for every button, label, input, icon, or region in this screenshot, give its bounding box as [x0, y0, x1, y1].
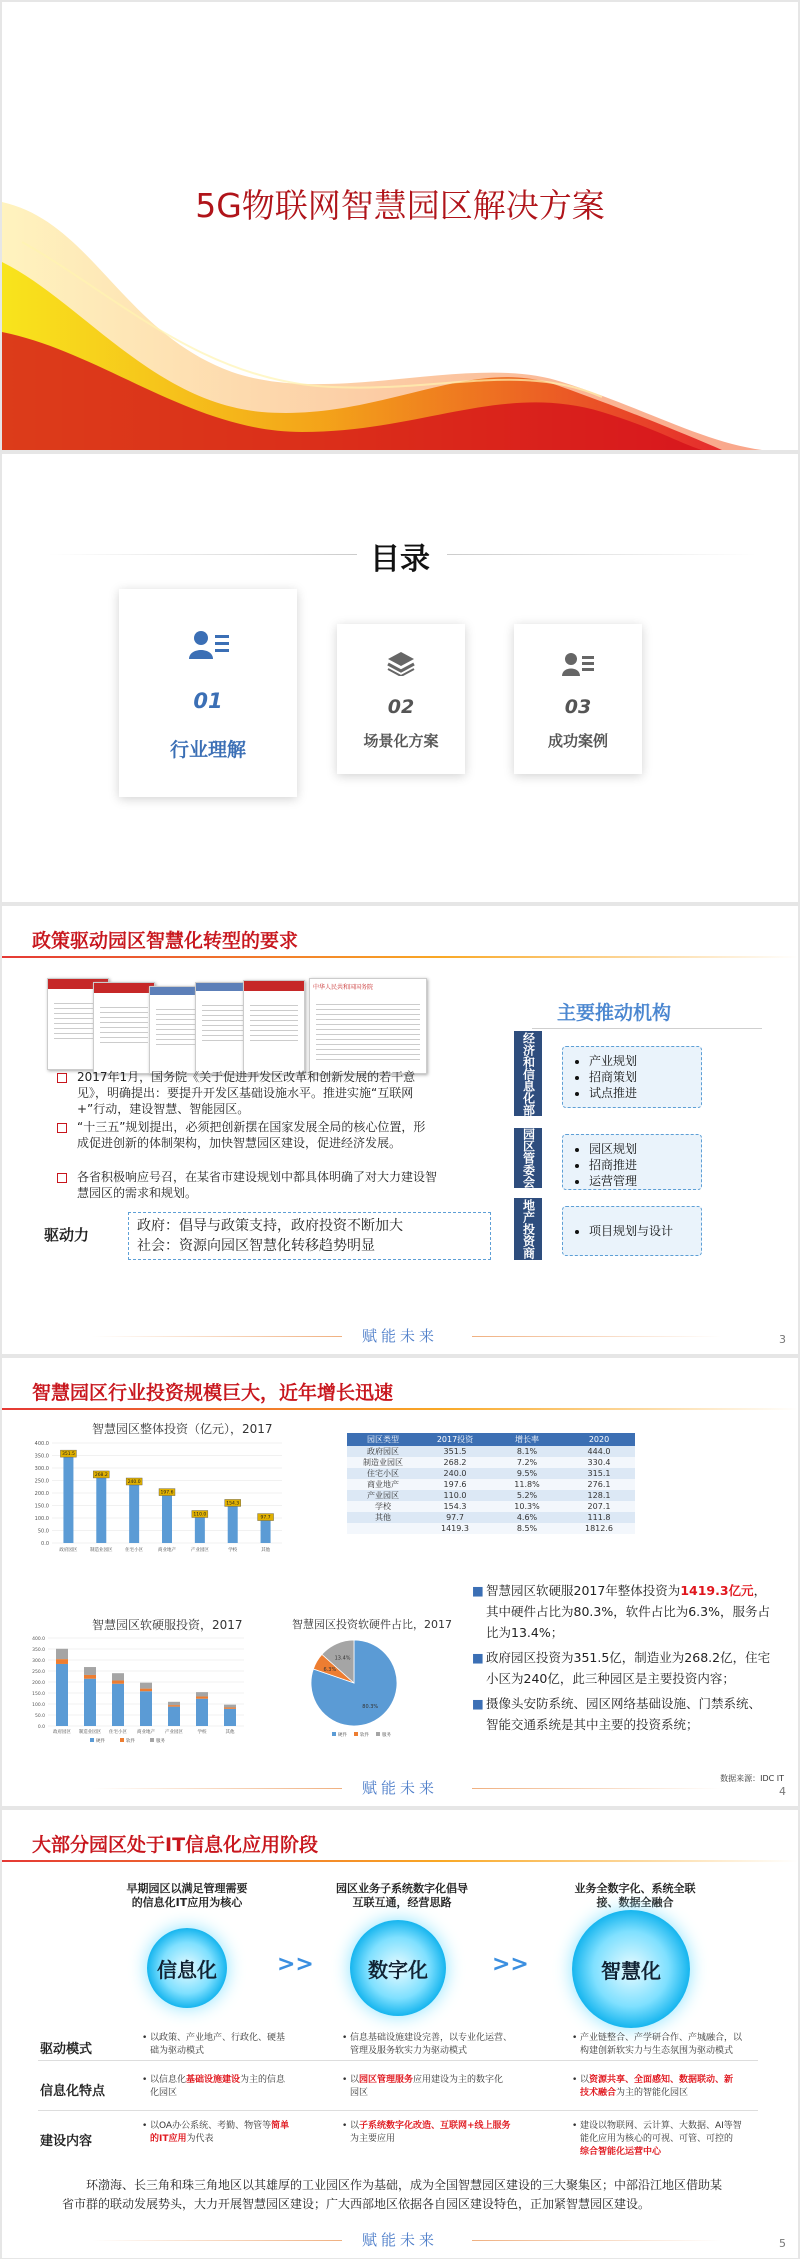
table-cell: 11.8%	[491, 1479, 563, 1490]
x-tick-label: 商业地产	[158, 1548, 176, 1553]
cell-highlight: 基础设施建设	[186, 2075, 241, 2085]
cell-text: 为主的信息化园区	[150, 2075, 286, 2098]
y-tick-label: 0.0	[41, 1541, 49, 1547]
y-tick-label: 100.0	[34, 1516, 49, 1522]
row-content-cell-3	[572, 2120, 742, 2159]
mech-2-item: • 园区规划	[589, 1141, 701, 1157]
bullet-marker: ■	[472, 1696, 484, 1711]
bullet-marker: ■	[472, 1583, 484, 1598]
table-row	[347, 1457, 635, 1468]
table-row	[347, 1501, 635, 1512]
bar-segment	[140, 1683, 152, 1689]
mech-2-item: • 招商推进	[589, 1157, 701, 1173]
data-label: 97.7	[260, 1515, 271, 1521]
bar-segment	[56, 1664, 68, 1726]
document-thumbnail	[243, 980, 305, 1074]
table-cell: 110.0	[419, 1490, 491, 1501]
mech-1-item: • 产业规划	[589, 1053, 701, 1069]
investment-bullet-2	[472, 1647, 772, 1689]
legend-label: 服务	[382, 1733, 391, 1738]
policy-bullet-3: 各省积极响应号召，在某省市建设规划中都具体明确了对大力建设智慧园区的需求和规划。	[77, 1170, 438, 1200]
user-list-icon	[189, 629, 229, 661]
layers-icon	[387, 650, 415, 676]
toc-num-3: 03	[564, 696, 592, 718]
chart3-svg	[302, 1628, 432, 1758]
table-cell: 制造业园区	[347, 1457, 419, 1468]
bar	[162, 1494, 172, 1543]
table-cell: 207.1	[563, 1501, 635, 1512]
toc-num-2: 02	[387, 696, 415, 718]
chart1-svg	[20, 1438, 290, 1563]
driver-line-2: 社会：资源向园区智慧化转移趋势明显	[137, 1238, 375, 1254]
mech-3-box	[562, 1206, 702, 1256]
bar-segment	[168, 1707, 180, 1726]
legend-swatch	[90, 1738, 94, 1742]
bar	[195, 1516, 205, 1544]
stage-1-head: 早期园区以满足管理需要的信息化IT应用为核心	[126, 1882, 248, 1909]
bullet-marker: ■	[472, 1650, 484, 1665]
slide-stages	[2, 1810, 798, 2258]
row-feature-cell-1	[142, 2074, 292, 2100]
pie-data-label: 6.3%	[323, 1666, 337, 1673]
driver-box	[128, 1212, 491, 1260]
bar-segment	[56, 1649, 68, 1659]
cell-text: 建设以物联网、云计算、大数据、AI等智能化应用为核心的可视、可管、可控的	[580, 2121, 742, 2144]
bullet-text: 政府园区投资为351.5亿，制造业为268.2亿，住宅小区为240亿，此三种园区是主要投资内容；	[486, 1650, 771, 1686]
bar	[228, 1504, 238, 1543]
doc-header-text: 中华人民共和国国务院	[313, 984, 374, 991]
table-cell: 97.7	[419, 1512, 491, 1523]
table-cell: 330.4	[563, 1457, 635, 1468]
bar-segment	[112, 1673, 124, 1680]
table-header-row	[347, 1433, 635, 1446]
table-cell: 1419.3	[419, 1523, 491, 1534]
title-underline	[2, 956, 798, 958]
bar-segment	[84, 1667, 96, 1675]
x-tick-label: 产业园区	[165, 1730, 183, 1735]
x-tick-label: 商业地产	[137, 1730, 155, 1735]
toc-heading: 目录	[370, 542, 430, 577]
table-row	[347, 1446, 635, 1457]
table-cell: 197.6	[419, 1479, 491, 1490]
x-tick-label: 学校	[228, 1548, 238, 1553]
bullet-text: 摄像头安防系统、园区网络基础设施、门禁系统、智能交通系统是其中主要的投资系统；	[486, 1696, 762, 1732]
bar-segment	[168, 1702, 180, 1705]
table-cell: 1812.6	[563, 1523, 635, 1534]
footer-slogan: 赋能未来	[361, 1779, 438, 1797]
slide-cover	[2, 2, 798, 450]
investment-bullet-3	[472, 1693, 772, 1735]
y-tick-label: 150.0	[34, 1503, 49, 1510]
footer-slogan: 赋能未来	[361, 2231, 438, 2249]
data-label: 268.2	[94, 1472, 108, 1478]
row-label-content: 建设内容	[40, 2134, 93, 2149]
table-header-cell: 园区类型	[347, 1433, 419, 1446]
legend-swatch	[332, 1732, 336, 1736]
slide-title: 大部分园区处于IT信息化应用阶段	[32, 1834, 319, 1856]
legend-swatch	[354, 1732, 358, 1736]
y-tick-label: 50.0	[37, 1528, 49, 1535]
cell-text: 以	[580, 2075, 590, 2085]
cell-text: 产业链整合、产学研合作、产城融合，以构建创新软实力与生态氛围为驱动模式	[580, 2033, 743, 2056]
bar-segment	[140, 1691, 152, 1726]
y-tick-label: 100.0	[32, 1703, 45, 1708]
table-cell: 学校	[347, 1501, 419, 1512]
stage-2-circle: 数字化	[350, 1920, 446, 2016]
row-feature-cell-3	[572, 2074, 742, 2100]
table-cell: 5.2%	[491, 1490, 563, 1501]
table-cell: 商业地产	[347, 1479, 419, 1490]
data-label: 154.3	[226, 1501, 240, 1507]
cell-text: 以OA办公系统、考勤、物管等	[150, 2121, 272, 2131]
mech-2-item: • 运营管理	[589, 1173, 701, 1189]
pie-data-label: 80.3%	[362, 1703, 379, 1710]
y-tick-label: 50.0	[34, 1714, 45, 1719]
y-tick-label: 350.0	[34, 1453, 49, 1460]
cell-text: 应用建设为主的数字化园区	[350, 2075, 504, 2098]
table-cell	[347, 1523, 419, 1534]
bar-segment	[112, 1680, 124, 1683]
mech-title: 主要推动机构	[557, 1002, 672, 1024]
table-cell: 4.6%	[491, 1512, 563, 1523]
table-cell: 产业园区	[347, 1490, 419, 1501]
row-label-feature: 信息化特点	[40, 2084, 106, 2099]
table-header-cell: 增长率	[491, 1433, 563, 1446]
legend-swatch	[120, 1738, 124, 1742]
pie-data-label: 13.4%	[334, 1655, 351, 1662]
bullet-text: ，其中硬件占比为80.3%，软件占比为6.3%，服务占比为13.4%；	[486, 1583, 770, 1640]
cell-highlight: 子系统数字化改造、互联网+线上服务	[359, 2121, 511, 2131]
row-drive-cell-3	[572, 2032, 742, 2058]
bar-segment	[224, 1705, 236, 1708]
slide-investment	[2, 1358, 798, 1806]
cell-highlight: 简单的IT应用	[150, 2121, 290, 2144]
row-feature-cell-2	[342, 2074, 512, 2100]
table-row	[347, 1479, 635, 1490]
table-cell: 7.2%	[491, 1457, 563, 1468]
toc-label-3: 成功案例	[547, 732, 608, 750]
toc-num-1: 01	[193, 689, 223, 713]
x-tick-label: 其他	[225, 1730, 235, 1735]
y-tick-label: 400.0	[32, 1637, 45, 1642]
bar-segment	[196, 1699, 208, 1726]
page-number: 5	[779, 2237, 786, 2250]
page-number: 3	[779, 1333, 786, 1346]
data-label: 110.0	[193, 1512, 207, 1518]
policy-bullet-1: 2017年1月，国务院《关于促进开发区改革和创新发展的若干意见》，明确提出：要提升开发区基础设施水平。推进实施“互联网+”行动，建设智慧、智能园区。	[77, 1069, 437, 1117]
mech-3-item: • 项目规划与设计	[589, 1223, 701, 1239]
bar	[129, 1483, 139, 1543]
bar-segment	[140, 1689, 152, 1692]
document-thumbnail	[93, 982, 155, 1074]
bar-segment	[168, 1705, 180, 1707]
toc-card-2[interactable]	[337, 624, 465, 774]
cell-text: 以	[350, 2075, 360, 2085]
bar-segment	[196, 1697, 208, 1699]
cell-text: 以信息化	[150, 2075, 187, 2085]
cell-highlight: 资源共享、全面感知、数据联动、新技术融合	[580, 2075, 734, 2098]
table-cell: 10.3%	[491, 1501, 563, 1512]
row-divider	[38, 2060, 758, 2061]
row-divider	[38, 2110, 758, 2111]
x-tick-label: 产业园区	[190, 1548, 209, 1553]
table-cell: 8.5%	[491, 1523, 563, 1534]
investment-bullet-1	[472, 1580, 772, 1643]
mech-rule	[532, 1028, 762, 1029]
x-tick-label: 政府园区	[53, 1730, 71, 1735]
user-list-icon	[562, 652, 594, 678]
bar	[96, 1476, 106, 1543]
y-tick-label: 200.0	[32, 1681, 45, 1686]
legend-swatch	[376, 1732, 380, 1736]
arrow-1: >>	[277, 1952, 314, 1977]
slide-policy	[2, 906, 798, 1354]
cell-highlight: 综合智能化运营中心	[580, 2147, 662, 2157]
slide-title: 智慧园区行业投资规模巨大，近年增长迅速	[32, 1382, 394, 1404]
policy-documents	[47, 978, 427, 1078]
investment-bullets	[472, 1580, 772, 1735]
stage-1-circle: 信息化	[147, 1928, 227, 2008]
page-number: 4	[779, 1785, 786, 1798]
table-cell: 351.5	[419, 1446, 491, 1457]
table-cell: 111.8	[563, 1512, 635, 1523]
toc-label-1: 行业理解	[169, 739, 246, 761]
legend-label: 软件	[126, 1739, 135, 1744]
bar-segment	[112, 1684, 124, 1726]
slide-toc	[2, 454, 798, 902]
table-cell: 其他	[347, 1512, 419, 1523]
data-label: 240.0	[127, 1480, 141, 1485]
y-tick-label: 0.0	[37, 1725, 45, 1730]
row-content-cell-1	[142, 2120, 292, 2146]
y-tick-label: 300.0	[32, 1659, 45, 1664]
footer-slogan: 赋能未来	[361, 1327, 438, 1345]
mech-1-item: • 试点推进	[589, 1085, 701, 1101]
mech-1-item: • 招商策划	[589, 1069, 701, 1085]
legend-swatch	[150, 1738, 154, 1742]
x-tick-label: 政府园区	[59, 1548, 78, 1553]
x-tick-label: 制造业园区	[90, 1548, 113, 1553]
legend-label: 硬件	[338, 1733, 347, 1738]
table-cell: 315.1	[563, 1468, 635, 1479]
cell-text: 为代表	[186, 2134, 214, 2144]
title-underline	[2, 1860, 798, 1862]
driver-label: 驱动力	[44, 1226, 90, 1244]
y-tick-label: 250.0	[32, 1670, 45, 1675]
chart2-title: 智慧园区软硬服投资，2017	[92, 1618, 243, 1632]
cell-text: 为主要应用	[350, 2134, 396, 2144]
chart1-title: 智慧园区整体投资（亿元），2017	[92, 1422, 273, 1436]
cell-text: 以	[350, 2121, 360, 2131]
x-tick-label: 住宅小区	[109, 1730, 127, 1735]
stage-3-head: 业务全数字化、系统全联接、数据全融合	[574, 1882, 696, 1909]
table-row	[347, 1468, 635, 1479]
table-cell: 154.3	[419, 1501, 491, 1512]
row-label-drive: 驱动模式	[40, 2042, 93, 2057]
slide-title: 政策驱动园区智慧化转型的要求	[32, 930, 299, 952]
toc-card-3[interactable]	[514, 624, 642, 774]
x-tick-label: 其他	[261, 1548, 271, 1553]
bullet-highlight: 1419.3亿元	[680, 1583, 754, 1598]
arrow-2: >>	[492, 1952, 529, 1977]
cover-title: 5G物联网智慧园区解决方案	[195, 186, 605, 225]
x-tick-label: 学校	[197, 1730, 207, 1735]
bullet-text: 智慧园区软硬服2017年整体投资为	[486, 1583, 681, 1598]
chart3-title: 智慧园区投资软硬件占比，2017	[292, 1618, 452, 1631]
table-cell: 276.1	[563, 1479, 635, 1490]
mech-1-box	[562, 1046, 702, 1108]
stage-3-circle: 智慧化	[572, 1910, 690, 2028]
table-header-cell: 2020	[563, 1433, 635, 1446]
table-cell: 住宅小区	[347, 1468, 419, 1479]
y-tick-label: 350.0	[32, 1648, 45, 1653]
summary-text: 环渤海、长三角和珠三角地区以其雄厚的工业园区作为基础，成为全国智慧园区建设的三大聚集区；中部沿江地区借助某省市群的联动发展势头，大力开展智慧园区建设；广大西部地区依据各自园区建设特色，正加紧智慧园区建设。	[62, 2178, 723, 2211]
cell-text: 以政策、产业地产、行政化、硬基础为驱动模式	[150, 2033, 286, 2056]
bar	[261, 1519, 271, 1543]
data-label: 351.5	[61, 1452, 75, 1458]
bar	[63, 1455, 73, 1543]
table-cell: 268.2	[419, 1457, 491, 1468]
table-row	[347, 1523, 635, 1534]
chart2-svg	[20, 1634, 250, 1744]
mech-3-name: 地产投资商	[514, 1198, 542, 1260]
cell-text: 为主的智能化园区	[616, 2088, 689, 2098]
mech-1-name: 经济和信息化部	[514, 1031, 542, 1116]
data-label: 197.6	[160, 1490, 174, 1496]
table-cell: 政府园区	[347, 1446, 419, 1457]
title-underline	[2, 1408, 798, 1410]
x-tick-label: 住宅小区	[125, 1548, 144, 1553]
row-drive-cell-2	[342, 2032, 512, 2058]
y-tick-label: 250.0	[34, 1478, 49, 1485]
bar-segment	[224, 1709, 236, 1726]
bar-segment	[84, 1679, 96, 1726]
bar-segment	[224, 1708, 236, 1709]
row-drive-cell-1	[142, 2032, 292, 2058]
legend-label: 服务	[156, 1739, 165, 1744]
legend-label: 硬件	[96, 1739, 105, 1744]
cell-highlight: 园区管理服务	[359, 2075, 414, 2085]
table-cell: 9.5%	[491, 1468, 563, 1479]
x-tick-label: 制造业园区	[78, 1730, 102, 1735]
legend-label: 软件	[360, 1733, 369, 1738]
investment-table	[347, 1433, 635, 1534]
toc-card-1[interactable]	[119, 589, 297, 797]
policy-bullet-2: “十三五”规划提出，必须把创新摆在国家发展全局的核心位置，形成促进创新的体制架构，加快智慧园区建设，促进经济发展。	[77, 1119, 437, 1151]
y-tick-label: 200.0	[34, 1491, 49, 1497]
mech-2-box	[562, 1134, 702, 1190]
stage-2-head: 园区业务子系统数字化倡导互联互通，经营思路	[336, 1882, 468, 1909]
table-row	[347, 1490, 635, 1501]
driver-line-1: 政府：倡导与政策支持，政府投资不断加大	[137, 1218, 403, 1234]
table-header-cell: 2017投资	[419, 1433, 491, 1446]
y-tick-label: 400.0	[34, 1441, 49, 1447]
investment-table-wrap	[347, 1433, 635, 1534]
table-cell: 240.0	[419, 1468, 491, 1479]
bar-segment	[56, 1659, 68, 1664]
mech-2-name: 园区管委会	[514, 1128, 542, 1188]
bar-segment	[84, 1675, 96, 1679]
table-row	[347, 1512, 635, 1523]
toc-label-2: 场景化方案	[363, 732, 439, 750]
y-tick-label: 300.0	[34, 1466, 49, 1472]
y-tick-label: 150.0	[32, 1692, 45, 1697]
document-thumbnail	[309, 978, 427, 1074]
cell-text: 信息基础设施建设完善，以专业化运营、管理及服务软实力为驱动模式	[350, 2033, 513, 2056]
table-cell: 128.1	[563, 1490, 635, 1501]
table-cell: 444.0	[563, 1446, 635, 1457]
data-source: 数据来源：IDC IT	[720, 1774, 784, 1783]
row-content-cell-2	[342, 2120, 512, 2146]
table-cell: 8.1%	[491, 1446, 563, 1457]
bar-segment	[196, 1692, 208, 1696]
